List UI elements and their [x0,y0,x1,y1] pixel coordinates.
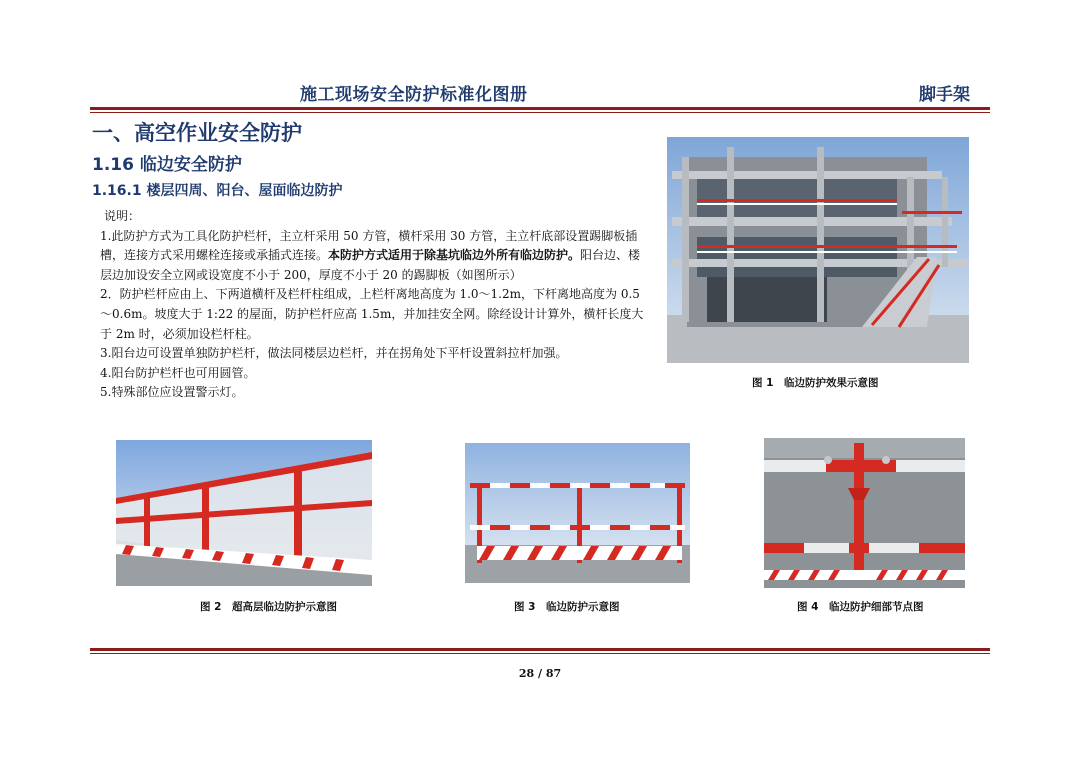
note-item-4: 4.阳台防护栏杆也可用圆管。 [100,365,256,380]
footer-rule-thin [90,653,990,654]
page-number: 28 / 87 [518,667,562,680]
notes-block [100,207,645,403]
footer-rule-thick [90,648,990,651]
figure-4-image [764,438,965,588]
note-item-1 [100,227,645,286]
note-item-1-text: 1.此防护方式为工具化防护栏杆，主立杆采用 50 方管，横杆采用 30 方管，主立杆底部设置踢脚板插槽，连接方式采用螺栓连接或承插式连接。 [100,228,638,263]
notes-label: 说明： [104,209,141,223]
section-label: 脚手架 [919,85,970,105]
figure-2-caption: 图 2 超高层临边防护示意图 [200,601,337,613]
figure-1-caption: 图 1 临边防护效果示意图 [752,377,879,389]
section-heading: 1.16 临边安全防护 [92,155,242,175]
chapter-heading: 一、高空作业安全防护 [92,121,302,145]
subsection-heading: 1.16.1 楼层四周、阳台、屋面临边防护 [92,183,343,199]
note-item-2: 2．防护栏杆应由上、下两道横杆及栏杆柱组成，上栏杆离地高度为 1.0～1.2m，下杆离地高度为 0.5～0.6m。坡度大于 1:22 的屋面，防护栏杆应高 1.5m，并加挂安全网。除经设计计算外，横杆长度大于 2m 时，必须加设栏杆柱。 [100,287,644,341]
figure-2-image [116,440,372,586]
note-item-1-tail: 阳台边、楼层边加设安全立网或设宽度不小于 200，厚度不小于 20 的踢脚板（如图所示） [100,248,641,282]
note-item-1-bold: 本防护方式适用于除基坑临边外所有临边防护。 [328,248,581,263]
header-rule-thin [90,112,990,113]
figure-1-image [667,137,969,363]
figure-3-caption: 图 3 临边防护示意图 [514,601,620,613]
figure-4-caption: 图 4 临边防护细部节点图 [797,601,924,613]
figure-3-image [465,443,690,583]
document-title: 施工现场安全防护标准化图册 [300,85,528,105]
note-item-3: 3.阳台边可设置单独防护栏杆，做法同楼层边栏杆，并在拐角处下平杆设置斜拉杆加强。 [100,346,568,361]
note-item-5: 5.特殊部位应设置警示灯。 [100,385,244,400]
header-rule-thick [90,107,990,110]
